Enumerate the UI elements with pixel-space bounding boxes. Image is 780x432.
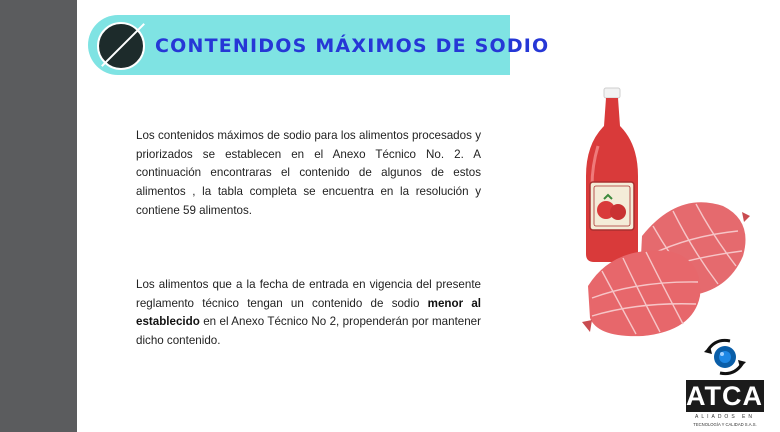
paragraph-bold-text: menor al establecido bbox=[136, 296, 481, 329]
atcal-logo bbox=[686, 336, 780, 430]
header-circle-icon bbox=[97, 22, 145, 70]
eye-target-icon bbox=[686, 336, 764, 378]
intro-paragraph: Los contenidos máximos de sodio para los alimentos procesados y priorizados se establecen en el Anexo Técnico No. 2. A continuación encontraras el contenido de algunos de estos alimentos , la tabla completa se encuentra en la resolución y contiene 59 alimentos. bbox=[136, 129, 481, 217]
second-paragraph bbox=[136, 276, 481, 351]
logo-wordmark: ATCAL bbox=[686, 381, 780, 411]
logo-tagline-2: TECNOLOGÍA Y CALIDAD S.A.S. bbox=[693, 422, 757, 427]
ketchup-bottle-icon bbox=[586, 88, 638, 262]
logo-tagline-1: ALIADOS EN bbox=[694, 414, 755, 420]
page-title: CONTENIDOS MÁXIMOS DE SODIO bbox=[155, 35, 550, 57]
food-illustration bbox=[578, 86, 753, 348]
paragraph-text-before: Los alimentos que a la fecha de entrada en vigencia del presente reglamento técnico tengan un contenido de sodio bbox=[136, 278, 481, 310]
left-sidebar-bar bbox=[0, 0, 77, 432]
paragraph-text-after: en el Anexo Técnico No 2, propenderán por mantener dicho contenido. bbox=[136, 315, 481, 348]
